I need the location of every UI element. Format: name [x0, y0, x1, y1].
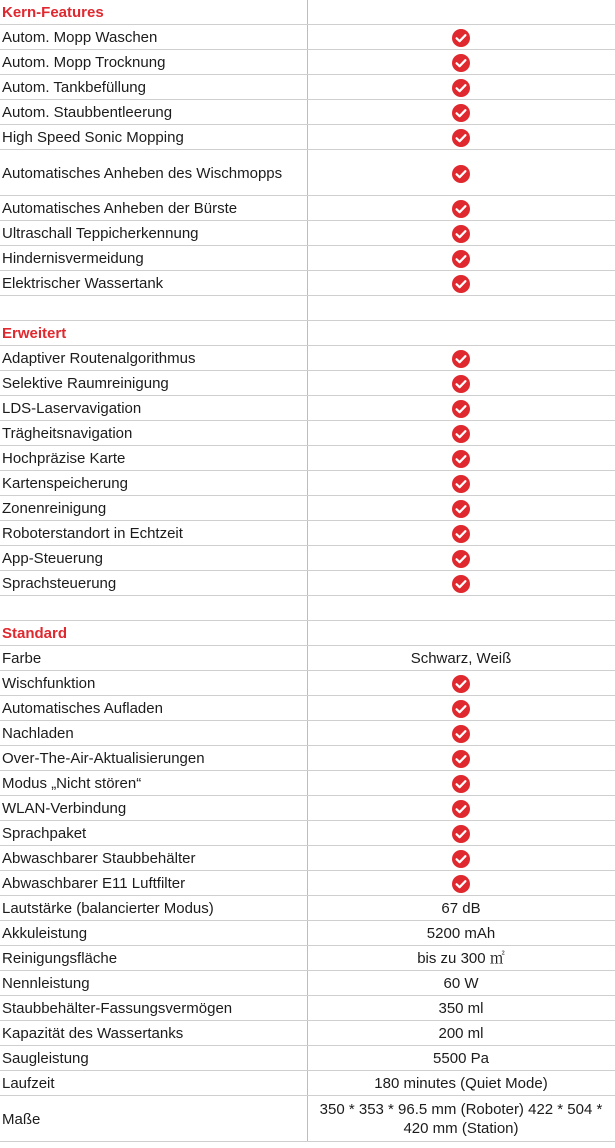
spec-value: 5500 Pa	[307, 1046, 615, 1071]
check-circle-icon	[452, 129, 470, 147]
spec-label: Laufzeit	[0, 1071, 307, 1096]
check-circle-icon	[452, 675, 470, 693]
spec-label: Sprachsteuerung	[0, 571, 307, 596]
spec-label: LDS-Laservavigation	[0, 396, 307, 421]
spec-value-cell	[307, 396, 615, 421]
spec-value: 180 minutes (Quiet Mode)	[307, 1071, 615, 1096]
spec-value-cell	[307, 25, 615, 50]
spec-row	[0, 721, 615, 746]
check-circle-icon	[452, 200, 470, 218]
spec-value-cell	[307, 546, 615, 571]
spec-value: 67 dB	[307, 896, 615, 921]
check-circle-icon	[452, 104, 470, 122]
check-circle-icon	[452, 825, 470, 843]
spec-label: App-Steuerung	[0, 546, 307, 571]
section-header-row	[0, 621, 615, 646]
check-circle-icon	[452, 750, 470, 768]
spec-value: 350 ml	[307, 996, 615, 1021]
spec-value-cell	[307, 371, 615, 396]
spec-value-cell	[307, 150, 615, 196]
spec-label: Autom. Mopp Waschen	[0, 25, 307, 50]
spec-value-cell	[307, 521, 615, 546]
spec-row	[0, 396, 615, 421]
spec-label: Automatisches Anheben des Wischmopps	[0, 150, 307, 196]
spec-row	[0, 496, 615, 521]
spec-value-cell	[307, 696, 615, 721]
spec-value-cell	[307, 246, 615, 271]
check-circle-icon	[452, 725, 470, 743]
spec-row	[0, 746, 615, 771]
spec-label: Zonenreinigung	[0, 496, 307, 521]
spec-row	[0, 25, 615, 50]
spec-value-cell	[307, 446, 615, 471]
spec-row	[0, 471, 615, 496]
spec-value-cell	[307, 75, 615, 100]
spec-label: Trägheitsnavigation	[0, 421, 307, 446]
spec-row	[0, 821, 615, 846]
spec-value-cell	[307, 571, 615, 596]
spec-row	[0, 246, 615, 271]
check-circle-icon	[452, 550, 470, 568]
spec-row	[0, 996, 615, 1021]
spec-value-cell	[307, 50, 615, 75]
spec-row	[0, 196, 615, 221]
check-circle-icon	[452, 475, 470, 493]
check-circle-icon	[452, 500, 470, 518]
spec-label: Autom. Mopp Trocknung	[0, 50, 307, 75]
spec-row	[0, 946, 615, 971]
spec-label: Kapazität des Wassertanks	[0, 1021, 307, 1046]
spec-label: Elektrischer Wassertank	[0, 271, 307, 296]
spec-label: Wischfunktion	[0, 671, 307, 696]
check-circle-icon	[452, 525, 470, 543]
spec-label: WLAN-Verbindung	[0, 796, 307, 821]
check-circle-icon	[452, 800, 470, 818]
check-circle-icon	[452, 79, 470, 97]
section-empty-cell	[307, 321, 615, 346]
spec-label: Sprachpaket	[0, 821, 307, 846]
spec-label: Reinigungsfläche	[0, 946, 307, 971]
spec-label: Ultraschall Teppicherkennung	[0, 221, 307, 246]
spec-row	[0, 100, 615, 125]
check-circle-icon	[452, 450, 470, 468]
check-circle-icon	[452, 29, 470, 47]
spacer-row	[0, 296, 615, 321]
spec-value: 5200 mAh	[307, 921, 615, 946]
check-circle-icon	[452, 350, 470, 368]
spec-label: Autom. Staubbentleerung	[0, 100, 307, 125]
spec-value: Schwarz, Weiß	[307, 646, 615, 671]
spec-value-cell	[307, 125, 615, 150]
spec-row	[0, 521, 615, 546]
spec-label: High Speed Sonic Mopping	[0, 125, 307, 150]
spec-label: Automatisches Anheben der Bürste	[0, 196, 307, 221]
spec-label: Modus „Nicht stören“	[0, 771, 307, 796]
spec-row	[0, 421, 615, 446]
check-circle-icon	[452, 54, 470, 72]
spec-label: Abwaschbarer E11 Luftfilter	[0, 871, 307, 896]
check-circle-icon	[452, 275, 470, 293]
section-title: Standard	[0, 621, 307, 646]
spec-label: Roboterstandort in Echtzeit	[0, 521, 307, 546]
spec-row	[0, 771, 615, 796]
section-empty-cell	[307, 621, 615, 646]
section-header-row	[0, 0, 615, 25]
spec-label: Saugleistung	[0, 1046, 307, 1071]
check-circle-icon	[452, 850, 470, 868]
spec-label: Lautstärke (balancierter Modus)	[0, 896, 307, 921]
spec-value-cell	[307, 496, 615, 521]
spec-label: Hindernisvermeidung	[0, 246, 307, 271]
section-empty-cell	[307, 0, 615, 25]
spec-label: Selektive Raumreinigung	[0, 371, 307, 396]
spacer-cell	[307, 296, 615, 321]
spec-value-cell	[307, 421, 615, 446]
spec-row	[0, 346, 615, 371]
spec-row	[0, 671, 615, 696]
section-title: Erweitert	[0, 321, 307, 346]
spec-row	[0, 221, 615, 246]
spec-row	[0, 125, 615, 150]
spec-row	[0, 921, 615, 946]
spacer-cell	[0, 596, 307, 621]
spec-row	[0, 50, 615, 75]
spec-label: Akkuleistung	[0, 921, 307, 946]
spec-value: bis zu 300 ㎡	[307, 946, 615, 971]
check-circle-icon	[452, 375, 470, 393]
check-circle-icon	[452, 775, 470, 793]
spec-row	[0, 896, 615, 921]
spec-label: Nennleistung	[0, 971, 307, 996]
spec-row	[0, 871, 615, 896]
spec-value-cell	[307, 821, 615, 846]
spec-label: Farbe	[0, 646, 307, 671]
spec-value: 350 * 353 * 96.5 mm (Roboter) 422 * 504 * 420 mm (Station)	[307, 1096, 615, 1142]
spec-row	[0, 846, 615, 871]
spec-row	[0, 646, 615, 671]
spec-row	[0, 696, 615, 721]
spec-label: Maße	[0, 1096, 307, 1142]
spec-label: Over-The-Air-Aktualisierungen	[0, 746, 307, 771]
spec-row	[0, 1021, 615, 1046]
spec-label: Hochpräzise Karte	[0, 446, 307, 471]
spec-value-cell	[307, 746, 615, 771]
spacer-cell	[0, 296, 307, 321]
spec-value-cell	[307, 721, 615, 746]
spec-row	[0, 796, 615, 821]
check-circle-icon	[452, 165, 470, 183]
spec-value-cell	[307, 771, 615, 796]
spec-value: 60 W	[307, 971, 615, 996]
section-title: Kern-Features	[0, 0, 307, 25]
spec-row	[0, 1096, 615, 1142]
spec-label: Autom. Tankbefüllung	[0, 75, 307, 100]
spec-value-cell	[307, 100, 615, 125]
spec-value: 200 ml	[307, 1021, 615, 1046]
spec-row	[0, 546, 615, 571]
spec-row	[0, 571, 615, 596]
check-circle-icon	[452, 700, 470, 718]
check-circle-icon	[452, 575, 470, 593]
spec-value-cell	[307, 196, 615, 221]
spec-value-cell	[307, 471, 615, 496]
spec-value-cell	[307, 221, 615, 246]
spec-label: Adaptiver Routenalgorithmus	[0, 346, 307, 371]
spec-label: Staubbehälter-Fassungsvermögen	[0, 996, 307, 1021]
check-circle-icon	[452, 425, 470, 443]
spec-row	[0, 371, 615, 396]
spec-label: Kartenspeicherung	[0, 471, 307, 496]
section-header-row	[0, 321, 615, 346]
spec-row	[0, 1046, 615, 1071]
spec-row	[0, 446, 615, 471]
spec-row	[0, 1071, 615, 1096]
spec-row	[0, 75, 615, 100]
spec-value-cell	[307, 271, 615, 296]
spec-value-cell	[307, 346, 615, 371]
spec-label: Automatisches Aufladen	[0, 696, 307, 721]
spec-value-cell	[307, 796, 615, 821]
spec-value-cell	[307, 846, 615, 871]
spec-value-cell	[307, 671, 615, 696]
spec-label: Abwaschbarer Staubbehälter	[0, 846, 307, 871]
check-circle-icon	[452, 250, 470, 268]
check-circle-icon	[452, 400, 470, 418]
spec-label: Nachladen	[0, 721, 307, 746]
spec-row	[0, 271, 615, 296]
check-circle-icon	[452, 875, 470, 893]
spec-row	[0, 971, 615, 996]
spacer-row	[0, 596, 615, 621]
spacer-cell	[307, 596, 615, 621]
check-circle-icon	[452, 225, 470, 243]
spec-value-cell	[307, 871, 615, 896]
spec-row	[0, 150, 615, 196]
